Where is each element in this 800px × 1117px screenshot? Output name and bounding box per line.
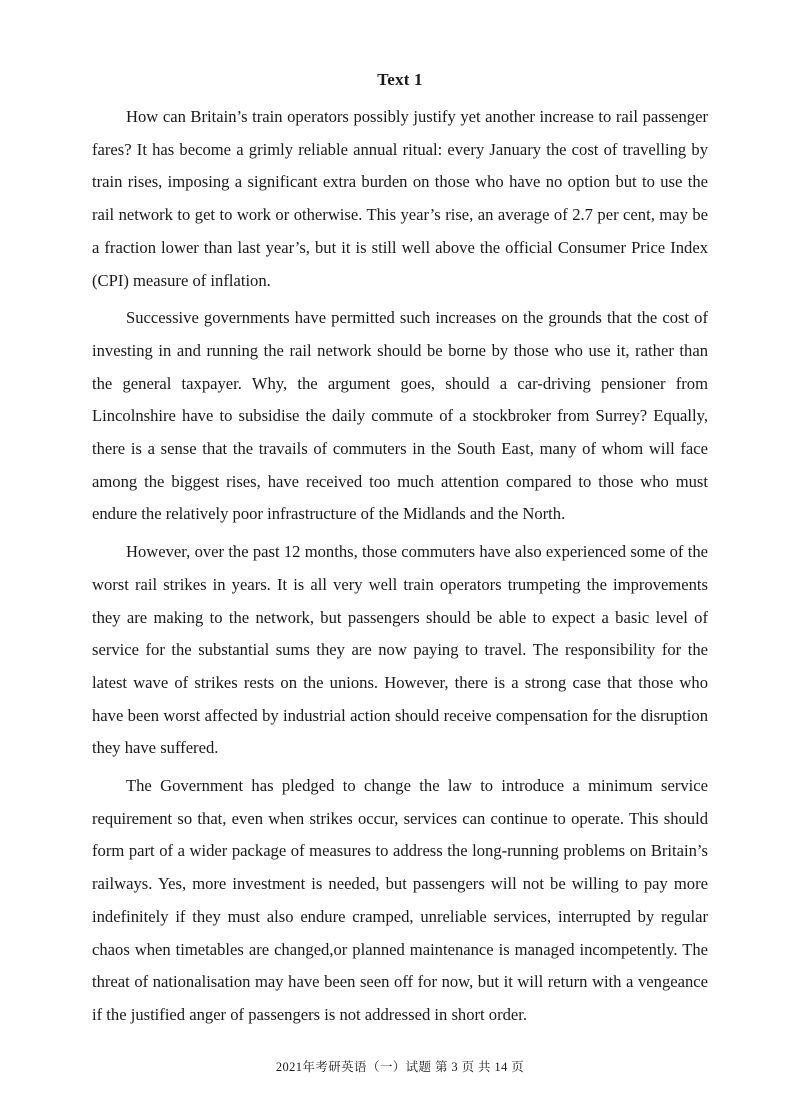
page-title: Text 1 <box>377 70 423 89</box>
page-footer: 2021年考研英语（一）试题 第 3 页 共 14 页 <box>275 1060 525 1074</box>
paragraph-2: Successive governments have permitted such increases on the grounds that the cost of investing in and running the rail network should be borne by those who use it, rather than the general taxpayer. Why, the argument goes, should a car-driving pensioner from Lincolnshire have to subsidise the daily commute of a stockbroker from Surrey? Equally, there is a sense that the travails of commuters in the South East, many of whom will face among the biggest rises, have received too much attention compared to those who must endure the relatively poor infrastructure of the Midlands and the North. <box>92 308 708 524</box>
paragraph-3: However, over the past 12 months, those commuters have also experienced some of the worst rail strikes in years. It is all very well train operators trumpeting the improvements they are making to the network, but passengers should be able to expect a basic level of service for the substantial sums they are now paying to travel. The responsibility for the latest wave of strikes rests on the unions. However, there is a strong case that those who have been worst affected by industrial action should receive compensation for the disruption they have suffered. <box>92 542 708 758</box>
paragraph-4: The Government has pledged to change the law to introduce a minimum service requirement so that, even when strikes occur, services can continue to operate. This should form part of a wider package of measures to address the long-running problems on Britain’s railways. Yes, more investment is needed, but passengers will not be willing to pay more indefinitely if they must also endure cramped, unreliable services, interrupted by regular chaos when timetables are changed,or planned maintenance is managed incompetently. The threat of nationalisation may have been seen off for now, but it will return with a vengeance if the justified anger of passengers is not addressed in short order. <box>92 776 708 1024</box>
article-body <box>92 101 708 1032</box>
paragraph-1: How can Britain’s train operators possibly justify yet another increase to rail passenger fares? It has become a grimly reliable annual ritual: every January the cost of travelling by train rises, imposing a significant extra burden on those who have no option but to use the rail network to get to work or otherwise. This year’s rise, an average of 2.7 per cent, may be a fraction lower than last year’s, but it is still well above the official Consumer Price Index (CPI) measure of inflation. <box>92 107 708 290</box>
